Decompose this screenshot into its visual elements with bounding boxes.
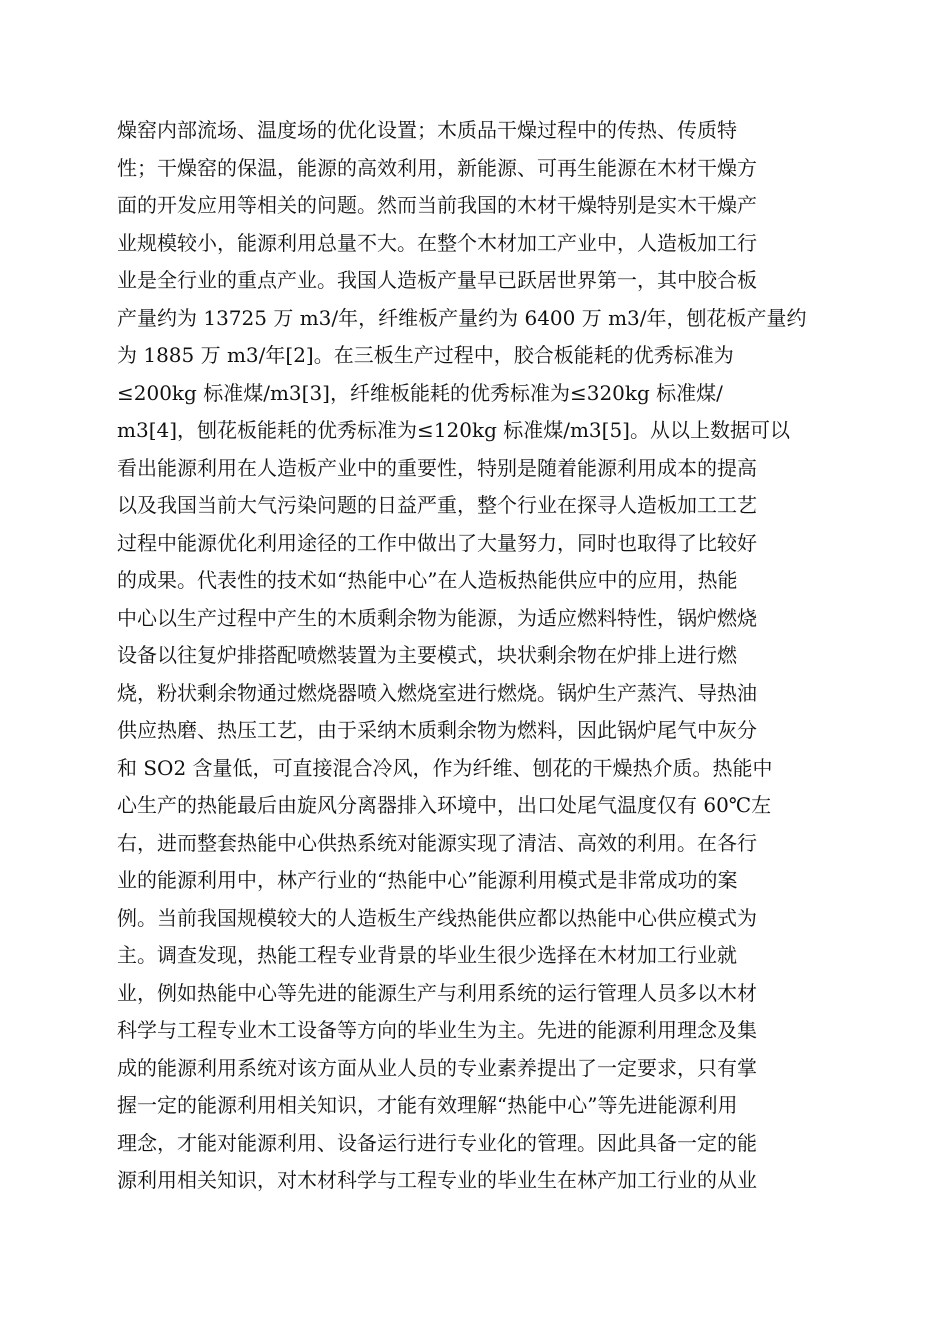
text-line: 例。当前我国规模较大的人造板生产线热能供应都以热能中心供应模式为 (117, 905, 757, 930)
text-line: 性；干燥窑的保温，能源的高效利用，新能源、可再生能源在木材干燥方 (117, 155, 757, 180)
text-line: 右，进而整套热能中心供热系统对能源实现了清洁、高效的利用。在各行 (117, 830, 757, 855)
text-line: 业，例如热能中心等先进的能源生产与利用系统的运行管理人员多以木材 (117, 980, 757, 1005)
text-line: 产量约为 13725 万 m3/年，纤维板产量约为 6400 万 m3/年，刨花板产量约 (117, 305, 807, 330)
text-line: 主。调查发现，热能工程专业背景的毕业生很少选择在木材加工行业就 (117, 943, 737, 967)
text-line: 燥窑内部流场、温度场的优化设置；木质品干燥过程中的传热、传质特 (117, 118, 737, 142)
text-line: 设备以往复炉排搭配喷燃装置为主要模式，块状剩余物在炉排上进行燃 (117, 643, 737, 667)
text-line: 心生产的热能最后由旋风分离器排入环境中，出口处尾气温度仅有 60℃左 (117, 793, 772, 817)
body-paragraph (117, 112, 847, 1200)
text-line: 以及我国当前大气污染问题的日益严重，整个行业在探寻人造板加工工艺 (117, 493, 757, 517)
text-line: m3[4]，刨花板能耗的优秀标准为≤120kg 标准煤/m3[5]。从以上数据可以 (117, 418, 790, 442)
text-line: 理念，才能对能源利用、设备运行进行专业化的管理。因此具备一定的能 (117, 1130, 757, 1155)
text-line: 科学与工程专业木工设备等方向的毕业生为主。先进的能源利用理念及集 (117, 1018, 757, 1042)
text-line: 中心以生产过程中产生的木质剩余物为能源，为适应燃料特性，锅炉燃烧 (117, 605, 757, 630)
text-line: 握一定的能源利用相关知识，才能有效理解“热能中心”等先进能源利用 (117, 1093, 738, 1117)
text-line: 烧，粉状剩余物通过燃烧器喷入燃烧室进行燃烧。锅炉生产蒸汽、导热油 (117, 680, 757, 705)
text-line: 和 SO2 含量低，可直接混合冷风，作为纤维、刨花的干燥热介质。热能中 (117, 755, 773, 780)
text-line: 业的能源利用中，林产行业的“热能中心”能源利用模式是非常成功的案 (117, 868, 738, 892)
text-line: 业是全行业的重点产业。我国人造板产量早已跃居世界第一，其中胶合板 (117, 268, 757, 292)
text-line: 供应热磨、热压工艺，由于采纳木质剩余物为燃料，因此锅炉尾气中灰分 (117, 718, 757, 742)
text-line: ≤200kg 标准煤/m3[3]，纤维板能耗的优秀标准为≤320kg 标准煤/ (117, 380, 723, 405)
text-line: 成的能源利用系统对该方面从业人员的专业素养提出了一定要求，只有掌 (117, 1055, 757, 1080)
text-line: 看出能源利用在人造板产业中的重要性，特别是随着能源利用成本的提高 (117, 455, 757, 480)
text-line: 的成果。代表性的技术如“热能中心”在人造板热能供应中的应用，热能 (117, 568, 738, 592)
text-line: 过程中能源优化利用途径的工作中做出了大量努力，同时也取得了比较好 (117, 530, 757, 555)
text-line: 源利用相关知识，对木材科学与工程专业的毕业生在林产加工行业的从业 (117, 1168, 757, 1192)
text-line: 面的开发应用等相关的问题。然而当前我国的木材干燥特别是实木干燥产 (117, 193, 757, 217)
text-line: 业规模较小，能源利用总量不大。在整个木材加工产业中，人造板加工行 (117, 230, 757, 255)
text-line: 为 1885 万 m3/年[2]。在三板生产过程中，胶合板能耗的优秀标准为 (117, 343, 734, 367)
